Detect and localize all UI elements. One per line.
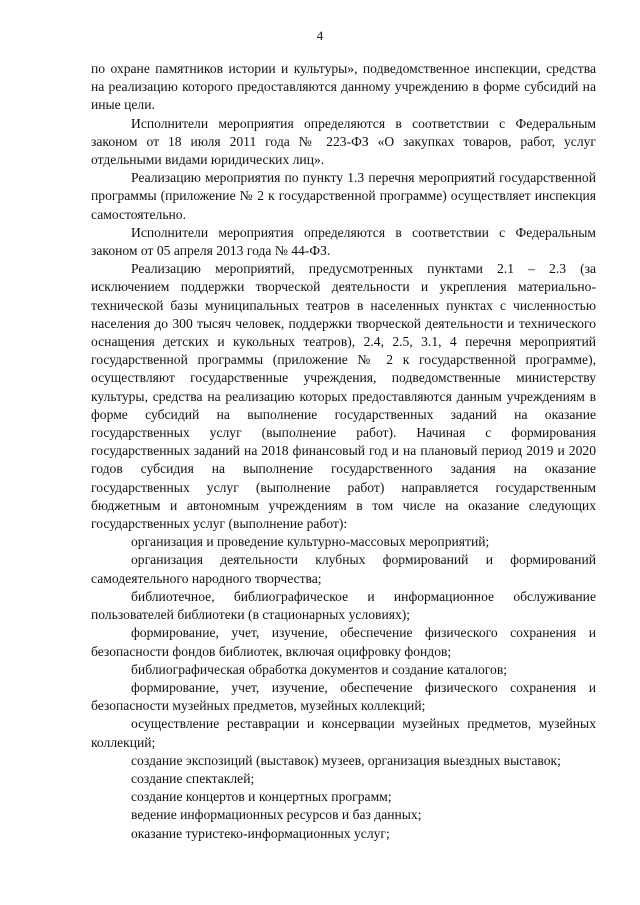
list-item: создание экспозиций (выставок) музеев, организация выездных выставок; [131,752,561,768]
list-item: создание концертов и концертных программ; [131,789,392,805]
paragraph: Исполнители мероприятия определяются в соответствии с Федеральным законом от 18 июля 2011 года № 223-ФЗ «О закупках товаров, работ, услуг отдельными видами юридических лиц». [91,115,596,168]
list-item: осуществление реставрации и консервации музейных предметов, музейных коллекций; [91,716,596,750]
list-item: организация деятельности клубных формирований и формирований самодеятельного народного творчества; [91,552,596,586]
paragraph: по охране памятников истории и культуры», подведомственное инспекции, средства на реализацию которого предоставляются данному учреждению в форме субсидий на иные цели. [91,61,596,113]
paragraph: Реализацию мероприятий, предусмотренных пунктами 2.1 – 2.3 (за исключением поддержки творческой деятельности и укрепления материально-технической базы муниципальных театров в населенных пунктах с численностью населения до 300 тысяч человек, поддержки творческой деятельности и технического оснащения детских и кукольных театров), 2.4, 2.5, 3.1, 4 перечня мероприятий государственной программы (приложение № 2 к государственной программе), осуществляют государственные учреждения, подведомственные министерству культуры, средства на реализацию которых предоставляются данным учреждениям в форме субсидий на выполнение государственных заданий на оказание государственных услуг (выполнение работ). Начиная с формирования государственных заданий на 2018 финансовый год и на плановый период 2019 и 2020 годов субсидия на выполнение государственного задания на оказание государственных услуг (выполнение работ) направляется государственным бюджетным и автономным учреждениям в том числе на оказание следующих государственных услуг (выполнение работ): [91,261,596,532]
list-item: библиографическая обработка документов и создание каталогов; [131,661,508,677]
list-item: оказание туристеко-информационных услуг; [131,825,390,841]
list-item: библиотечное, библиографическое и информационное обслуживание пользователей библиотеки (в стационарных условиях); [91,588,596,623]
document-body [91,60,596,843]
list-item: организация и проведение культурно-массовых мероприятий; [131,534,490,550]
list-item: формирование, учет, изучение, обеспечение физического сохранения и безопасности фондов библиотек, включая оцифровку фондов; [91,625,596,659]
list-item: формирование, учет, изучение, обеспечение физического сохранения и безопасности музейных предметов, музейных коллекций; [91,679,596,714]
page-number: 4 [316,28,324,43]
paragraph: Исполнители мероприятия определяются в соответствии с Федеральным законом от 05 апреля 2013 года № 44-ФЗ. [91,224,596,259]
list-item: ведение информационных ресурсов и баз данных; [131,807,422,823]
list-item: создание спектаклей; [131,770,255,786]
paragraph: Реализацию мероприятия по пункту 1.3 перечня мероприятий государственной программы (приложение № 2 к государственной программе) осуществляет инспекция самостоятельно. [91,170,596,222]
